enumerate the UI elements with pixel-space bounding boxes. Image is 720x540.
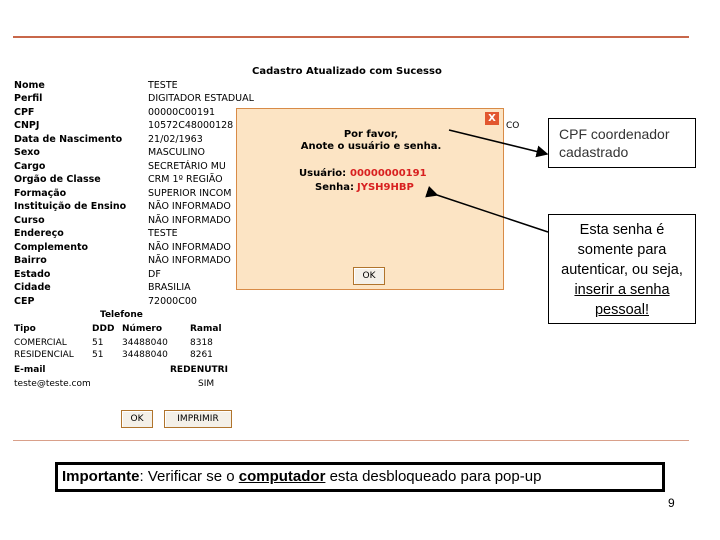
phone-row-1-tipo: COMERCIAL [14, 338, 67, 348]
phone-row-2-ramal: 8261 [190, 350, 213, 360]
cnpj-overflow-text: CO [506, 121, 520, 131]
phone-row-1-numero: 34488040 [122, 338, 168, 348]
field-label: CNPJ [14, 120, 40, 131]
cpf-callout: CPF coordenador cadastrado [548, 118, 696, 168]
field-value: TESTE [148, 80, 178, 91]
popup-user-value: 00000000191 [350, 168, 427, 179]
phone-row-2-numero: 34488040 [122, 350, 168, 360]
field-label: Perfil [14, 93, 43, 104]
field-label: Estado [14, 269, 51, 280]
phone-header-ddd: DDD [92, 324, 115, 334]
password-callout-text: Esta senha é somente para autenticar, ou seja, [561, 222, 683, 278]
password-arrow [437, 195, 548, 232]
field-value: 00000C00191 [148, 107, 216, 118]
field-label: Curso [14, 215, 45, 226]
field-value: NÃO INFORMADO [148, 215, 231, 226]
print-button[interactable]: IMPRIMIR [164, 410, 232, 428]
popup-message-line1: Por favor, [343, 129, 399, 140]
banner-prefix: Importante [62, 468, 140, 485]
field-value: DIGITADOR ESTADUAL [148, 93, 254, 104]
popup-password-label: Senha: [315, 182, 354, 193]
phone-header-ramal: Ramal [190, 324, 222, 334]
field-label: Endereço [14, 228, 64, 239]
close-icon[interactable]: X [485, 112, 499, 125]
field-label: Bairro [14, 255, 47, 266]
important-banner [55, 462, 665, 492]
field-label: Orgão de Classe [14, 174, 101, 185]
phone-row-2-ddd: 51 [92, 350, 104, 360]
redenutri-value: SIM [198, 379, 215, 389]
field-label: Complemento [14, 242, 89, 253]
field-label: CPF [14, 107, 35, 118]
field-value: 72000C00 [148, 296, 197, 307]
field-label: CEP [14, 296, 35, 307]
field-value: CRM 1º REGIÃO [148, 174, 223, 185]
password-callout [548, 214, 696, 324]
field-label: Cidade [14, 282, 51, 293]
field-label: Cargo [14, 161, 46, 172]
email-value: teste@teste.com [14, 379, 91, 389]
field-label: Instituição de Ensino [14, 201, 127, 212]
page-number: 9 [668, 496, 675, 510]
password-callout-emphasis: inserir a senha pessoal! [574, 282, 670, 318]
field-label: Sexo [14, 147, 40, 158]
field-value: NÃO INFORMADO [148, 201, 231, 212]
email-label: E-mail [14, 365, 46, 375]
phone-header-tipo: Tipo [14, 324, 36, 334]
form-title: Cadastro Atualizado com Sucesso [252, 66, 442, 77]
redenutri-label: REDENUTRI [170, 365, 228, 375]
phone-row-1-ddd: 51 [92, 338, 104, 348]
field-value: 21/02/1963 [148, 134, 203, 145]
banner-text-after: esta desbloqueado para pop-up [325, 468, 542, 485]
popup-password-value: JYSH9HBP [357, 182, 414, 193]
cpf-arrow [449, 130, 547, 154]
phone-row-1-ramal: 8318 [190, 338, 213, 348]
popup-message-line2: Anote o usuário e senha. [300, 141, 442, 152]
field-value: SUPERIOR INCOM [148, 188, 232, 199]
phone-row-2-tipo: RESIDENCIAL [14, 350, 74, 360]
popup-ok-button[interactable]: OK [353, 267, 385, 285]
field-label: Data de Nascimento [14, 134, 123, 145]
ok-button[interactable]: OK [121, 410, 153, 428]
field-label: Formação [14, 188, 67, 199]
field-value: TESTE [148, 228, 178, 239]
field-value: BRASILIA [148, 282, 191, 293]
telefone-title: Telefone [100, 310, 143, 320]
field-value: MASCULINO [148, 147, 205, 158]
field-value: NÃO INFORMADO [148, 242, 231, 253]
field-value: 10572C48000128 [148, 120, 234, 131]
field-value: SECRETÁRIO MU [148, 161, 226, 172]
banner-text-before: : Verificar se o [139, 468, 239, 485]
phone-header-numero: Número [122, 324, 163, 334]
field-value: NÃO INFORMADO [148, 255, 231, 266]
popup-user-label: Usuário: [299, 168, 347, 179]
banner-keyword: computador [238, 468, 326, 485]
field-value: DF [148, 269, 161, 280]
field-label: Nome [14, 80, 45, 91]
